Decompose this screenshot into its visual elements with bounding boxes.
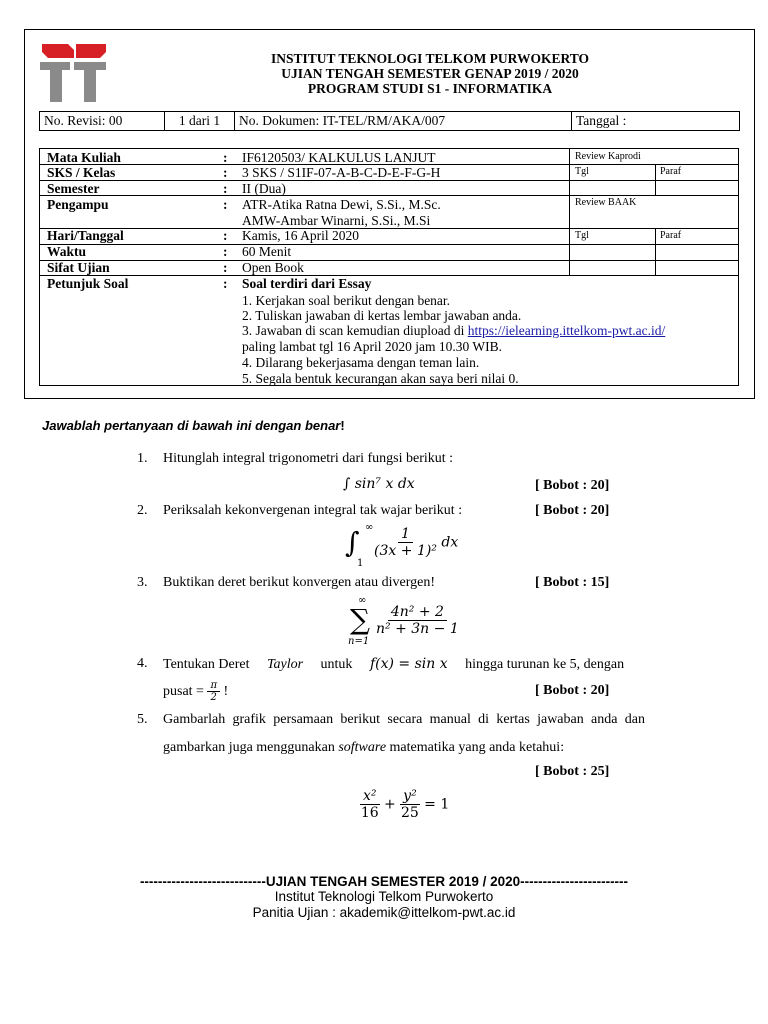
- revision-table: [39, 111, 740, 131]
- program-title: PROGRAM STUDI S1 - INFORMATIKA: [307, 81, 553, 96]
- q1-formula: ∫ sin⁷ x dx: [343, 476, 415, 492]
- instruction-item: paling lambat tgl 16 April 2020 jam 10.30 WIB.: [242, 339, 502, 354]
- logo-grey-part: [40, 62, 106, 102]
- footer-contact: Panitia Ujian : akademik@ittelkom-pwt.ac.id: [252, 905, 516, 920]
- instruction-item: 3. Jawaban di scan kemudian diupload di https://ielearning.ittelkom-pwt.ac.id/: [242, 323, 666, 338]
- review-kaprodi-label: Review Kaprodi: [575, 151, 641, 162]
- review-box: [569, 149, 739, 275]
- question-4-line2: pusat = $\frac{\pi}{2}$ !: [163, 680, 229, 704]
- footer-institution: Institut Teknologi Telkom Purwokerto: [274, 889, 494, 904]
- revision-no: No. Revisi: 00: [40, 112, 165, 131]
- q3-weight: [ Bobot : 15]: [535, 575, 610, 590]
- instruction-item: 2. Tuliskan jawaban di kertas lembar jawaban anda.: [242, 308, 522, 323]
- q4-weight: [ Bobot : 20]: [535, 683, 610, 698]
- instruction-item: 5. Segala bentuk kecurangan akan saya beri nilai 0.: [242, 371, 519, 386]
- answer-instruction: Jawablah pertanyaan di bawah ini dengan benar!: [42, 418, 345, 433]
- course-info-table: Mata Kuliah : IF6120503/ KALKULUS LANJUT SKS / Kelas : 3 SKS / S1IF-07-A-B-C-D-E-F-G-H Semester : II (Dua) Pengampu : ATR-Atika Ratna Dewi, S.Si., M.Sc. AMW-Ambar Winarni, S.Si., M.Si Hari/Tanggal : Kamis, 16 April 2020 Waktu : 60 Menit Sifat Ujian : Open Book Petunjuk Soal : Soal terdiri dari Essay 1. Kerjakan soal berikut dengan benar. 2. Tuliskan jawaban di kertas lembar jawaban anda. 3. Jawaban di scan kemudian diupload di https://ielearning.ittelkom-pwt.ac.id/ paling lambat tgl 16 April 2020 jam 10.30 WIB. 4. Dilarang bekerjasama dengan teman lain. 5. Segala bentuk kecurangan akan saya beri nilai 0. Review Kaprodi Tgl Paraf Review BAAK Tgl Paraf: [39, 148, 739, 386]
- elearning-link[interactable]: https://ielearning.ittelkom-pwt.ac.id/: [467, 323, 666, 338]
- review-kaprodi-paraf: Paraf: [660, 166, 682, 177]
- instruction-item: 1. Kerjakan soal berikut dengan benar.: [242, 293, 451, 308]
- telkom-logo: [40, 44, 108, 102]
- instruction-item: 4. Dilarang bekerjasama dengan teman lain.: [242, 355, 480, 370]
- logo-red-part: [42, 44, 106, 58]
- review-kaprodi-tgl: Tgl: [575, 166, 589, 177]
- q5-formula: $\frac{\text{x²}}{16}$ + $\frac{\text{y²}}{25}$ = 1: [360, 788, 450, 821]
- review-baak-label: Review BAAK: [575, 197, 637, 208]
- review-baak-paraf: Paraf: [660, 230, 682, 241]
- q5-weight: [ Bobot : 25]: [535, 764, 610, 779]
- date-field: Tanggal :: [572, 112, 740, 131]
- document-no: No. Dokumen: IT-TEL/RM/AKA/007: [235, 112, 572, 131]
- exam-title: UJIAN TENGAH SEMESTER GENAP 2019 / 2020: [281, 66, 579, 81]
- page-of: 1 dari 1: [165, 112, 235, 131]
- q1-weight: [ Bobot : 20]: [535, 478, 610, 493]
- q2-formula: ∫ ∞ 1 $\frac{1}{\text{(3x + 1)²}}$ dx: [345, 522, 459, 569]
- footer-exam-line: ----------------------------UJIAN TENGAH SEMESTER 2019 / 2020------------------------: [139, 874, 629, 889]
- q2-weight: [ Bobot : 20]: [535, 503, 610, 518]
- institution-title: INSTITUT TEKNOLOGI TELKOM PURWOKERTO: [270, 51, 589, 66]
- review-baak-tgl: Tgl: [575, 230, 589, 241]
